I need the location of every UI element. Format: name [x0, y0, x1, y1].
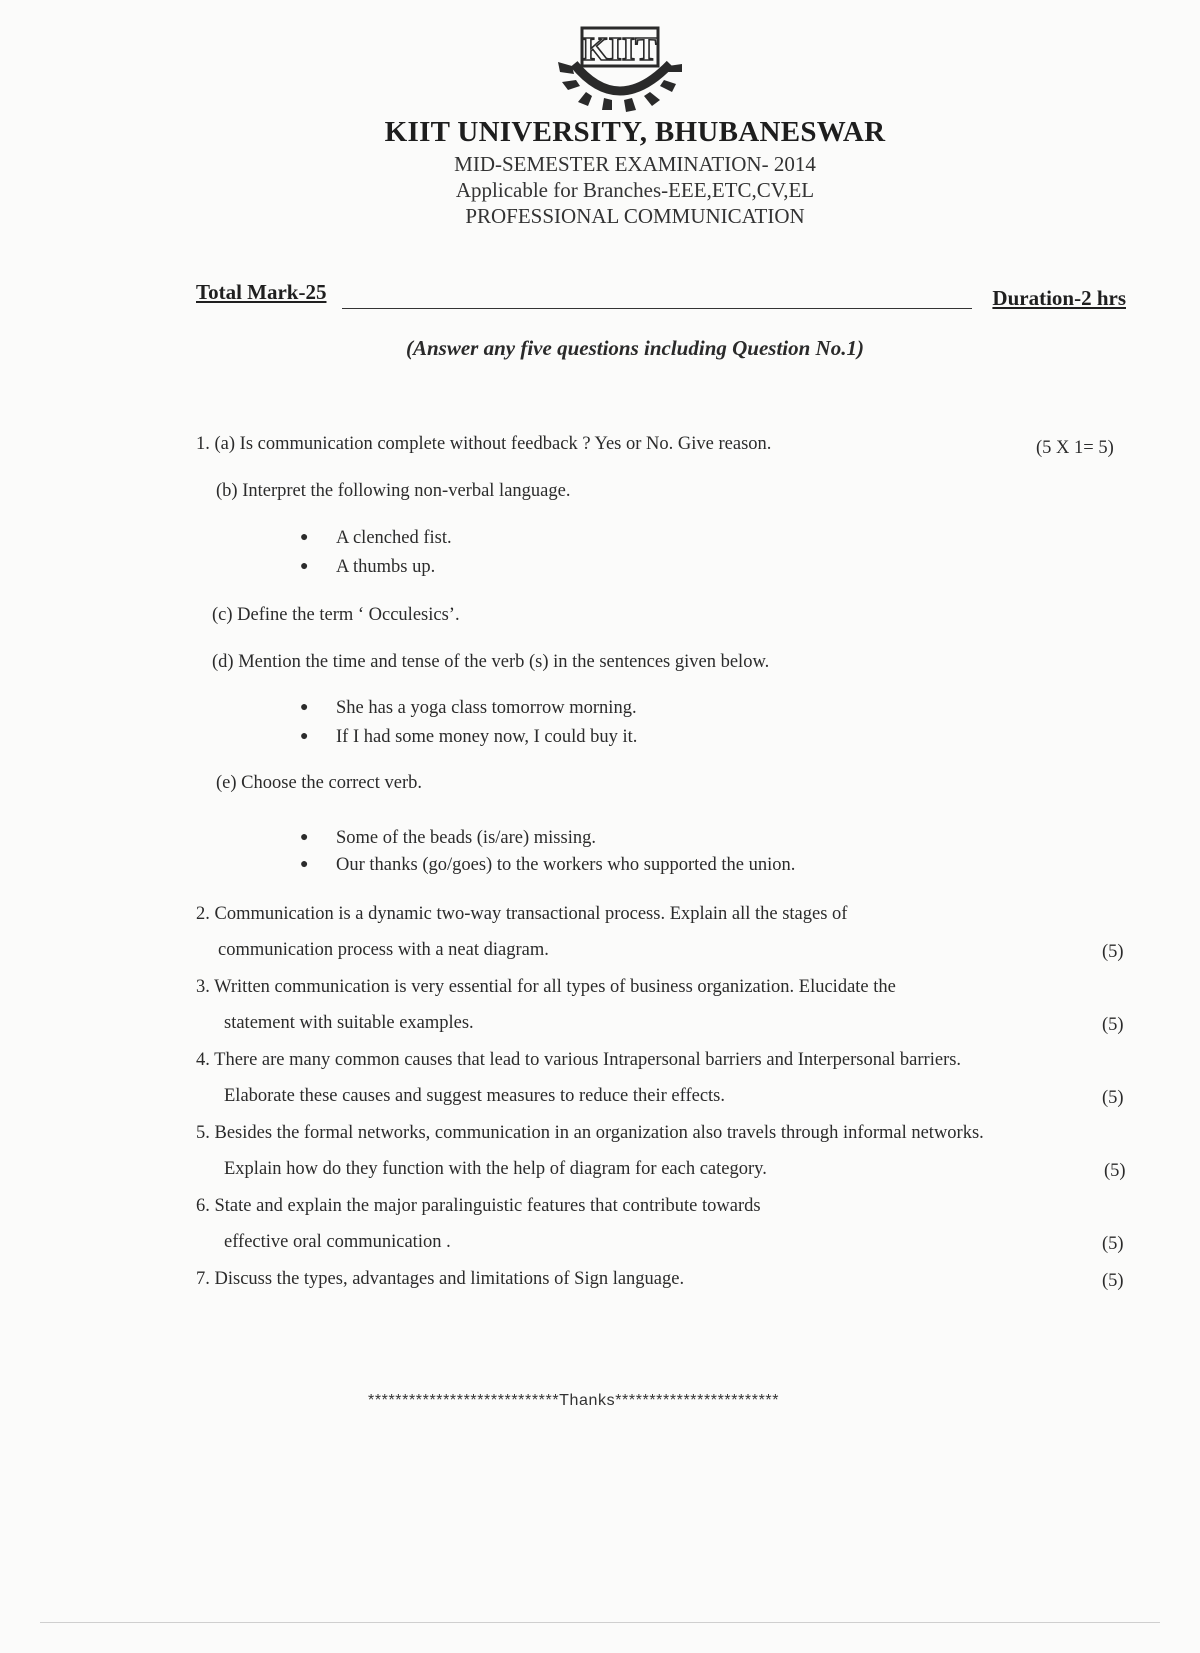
- q1-mark: (5 X 1= 5): [1036, 438, 1114, 458]
- q2-line1: 2. Communication is a dynamic two-way transactional process. Explain all the stages of: [196, 904, 848, 924]
- q7-line1: 7. Discuss the types, advantages and limitations of Sign language.: [196, 1269, 685, 1289]
- q1a-text: 1. (a) Is communication complete without feedback ? Yes or No. Give reason.: [196, 434, 772, 454]
- header-rule: [342, 308, 972, 309]
- q4-line2: Elaborate these causes and suggest measures to reduce their effects.: [224, 1086, 726, 1106]
- q2-line2: communication process with a neat diagram.: [218, 940, 549, 960]
- logo-text: KIIT: [582, 31, 658, 68]
- q3-line1: 3. Written communication is very essential for all types of business organization. Elucidate the: [196, 977, 896, 997]
- q3-line2: statement with suitable examples.: [224, 1013, 474, 1033]
- q4-line1: 4. There are many common causes that lead to various Intrapersonal barriers and Interpersonal barriers.: [196, 1050, 962, 1070]
- q6-mark: (5): [1102, 1234, 1124, 1254]
- q5-line2: Explain how do they function with the help of diagram for each category.: [224, 1159, 767, 1179]
- q6-line1: 6. State and explain the major paralinguistic features that contribute towards: [196, 1196, 761, 1216]
- q7-mark: (5): [1102, 1271, 1124, 1291]
- university-logo: [552, 22, 712, 114]
- branches-line: Applicable for Branches-EEE,ETC,CV,EL: [455, 178, 815, 202]
- q1b-text: (b) Interpret the following non-verbal language.: [216, 481, 571, 501]
- university-name: KIIT UNIVERSITY, BHUBANESWAR: [384, 116, 886, 148]
- list-item: ● She has a yoga class tomorrow morning.: [300, 698, 637, 718]
- q3-mark: (5): [1102, 1015, 1124, 1035]
- bullet-icon: ●: [300, 830, 309, 845]
- q4-mark: (5): [1102, 1088, 1124, 1108]
- q1d-text: (d) Mention the time and tense of the verb (s) in the sentences given below.: [212, 652, 770, 672]
- list-item: ● If I had some money now, I could buy it.: [300, 727, 638, 747]
- q1e-text: (e) Choose the correct verb.: [216, 773, 422, 793]
- exam-title: MID-SEMESTER EXAMINATION- 2014: [454, 152, 816, 176]
- footer-thanks: ****************************Thanks************************: [368, 1392, 780, 1409]
- duration: Duration-2 hrs: [992, 286, 1126, 310]
- list-item: ● Some of the beads (is/are) missing.: [300, 828, 596, 848]
- bullet-icon: ●: [300, 530, 309, 545]
- subject-title: PROFESSIONAL COMMUNICATION: [465, 204, 805, 228]
- total-mark: Total Mark-25: [196, 280, 327, 304]
- q1c-text: (c) Define the term ‘ Occulesics’.: [212, 605, 460, 625]
- bullet-icon: ●: [300, 700, 309, 715]
- q5-mark: (5): [1104, 1161, 1126, 1181]
- list-item: ● A clenched fist.: [300, 528, 452, 548]
- bullet-icon: ●: [300, 559, 309, 574]
- scan-edge: [40, 1622, 1160, 1623]
- list-item: ● A thumbs up.: [300, 557, 436, 577]
- bullet-icon: ●: [300, 857, 309, 872]
- q6-line2: effective oral communication .: [224, 1232, 451, 1252]
- list-item: ● Our thanks (go/goes) to the workers who supported the union.: [300, 855, 796, 875]
- bullet-icon: ●: [300, 729, 309, 744]
- q5-line1: 5. Besides the formal networks, communication in an organization also travels through informal networks.: [196, 1123, 984, 1143]
- marks-duration-row: [196, 280, 1126, 320]
- q2-mark: (5): [1102, 942, 1124, 962]
- instruction: (Answer any five questions including Question No.1): [406, 336, 864, 360]
